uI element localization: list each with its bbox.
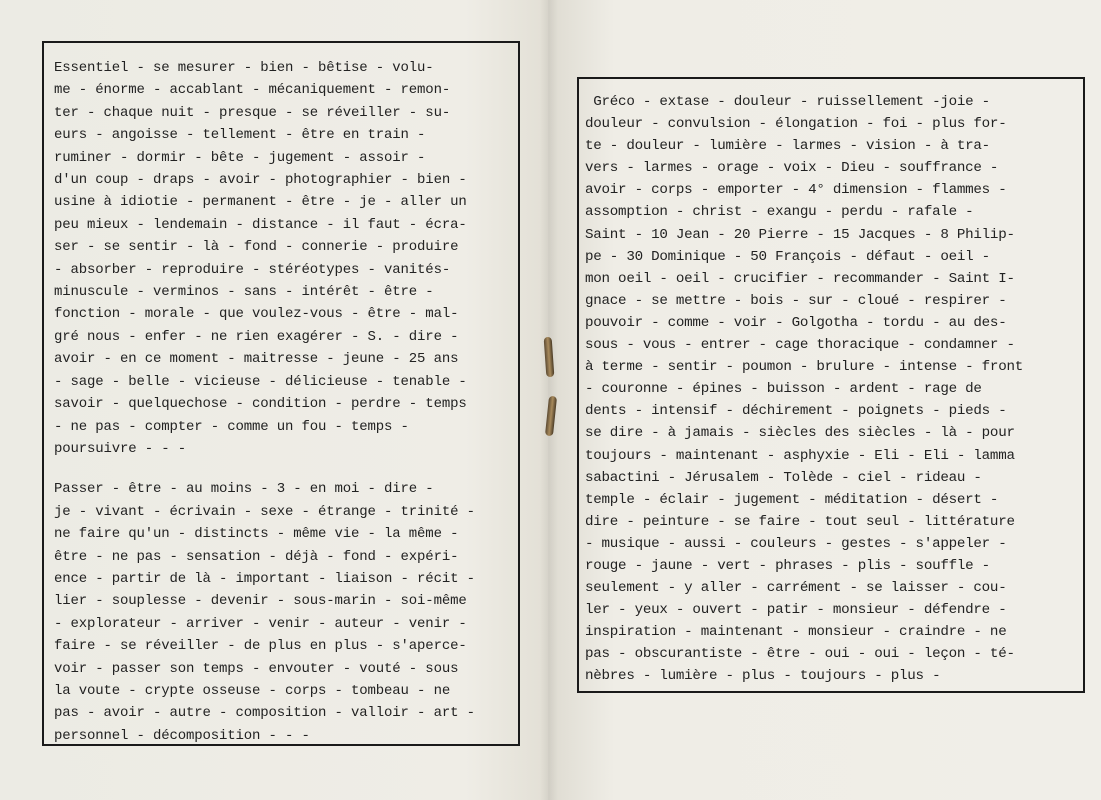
text-line: eurs - angoisse - tellement - être en train - bbox=[54, 127, 426, 144]
text-line: pas - avoir - autre - composition - valloir - art - bbox=[54, 705, 475, 722]
text-line: - explorateur - arriver - venir - auteur - venir - bbox=[54, 615, 467, 632]
text-line: toujours - maintenant - asphyxie - Eli - Eli - lamma bbox=[585, 447, 1015, 464]
text-line: usine à idiotie - permanent - être - je - aller un bbox=[54, 194, 467, 211]
text-line: savoir - quelquechose - condition - perdre - temps bbox=[54, 396, 467, 413]
text-line: Saint - 10 Jean - 20 Pierre - 15 Jacques - 8 Philip- bbox=[585, 226, 1015, 243]
text-line: Essentiel - se mesurer - bien - bêtise - volu- bbox=[54, 60, 434, 76]
text-line: ruminer - dormir - bête - jugement - assoir - bbox=[54, 149, 426, 166]
text-line: sous - vous - entrer - cage thoracique - condamner - bbox=[585, 337, 1015, 354]
text-line: nèbres - lumière - plus - toujours - plus - bbox=[585, 668, 941, 685]
text-line: seulement - y aller - carrément - se laisser - cou- bbox=[585, 580, 1007, 597]
right-text-frame bbox=[577, 77, 1085, 693]
text-line: inspiration - maintenant - monsieur - craindre - ne bbox=[585, 624, 1007, 641]
text-line: personnel - décomposition - - - bbox=[54, 727, 310, 744]
text-line: peu mieux - lendemain - distance - il faut - écra- bbox=[54, 216, 467, 233]
text-line: sabactini - Jérusalem - Tolède - ciel - rideau - bbox=[585, 469, 982, 486]
text-line: mon oeil - oeil - crucifier - recommander - Saint I- bbox=[585, 270, 1015, 287]
text-line: ler - yeux - ouvert - patir - monsieur - défendre - bbox=[585, 602, 1007, 619]
text-line: Passer - être - au moins - 3 - en moi - dire - bbox=[54, 481, 434, 498]
text-line: te - douleur - lumière - larmes - vision - à tra- bbox=[585, 138, 990, 155]
text-line: - ne pas - compter - comme un fou - temps - bbox=[54, 418, 409, 435]
text-line: je - vivant - écrivain - sexe - étrange - trinité - bbox=[54, 503, 475, 520]
text-line: la voute - crypte osseuse - corps - tombeau - ne bbox=[54, 682, 451, 699]
text-line: fonction - morale - que voulez-vous - être - mal- bbox=[54, 306, 459, 323]
text-line: ser - se sentir - là - fond - connerie - produire bbox=[54, 239, 459, 256]
text-line: douleur - convulsion - élongation - foi - plus for- bbox=[585, 116, 1007, 133]
text-line: gré nous - enfer - ne rien exagérer - S. - dire - bbox=[54, 328, 459, 345]
text-line: - sage - belle - vicieuse - délicieuse - tenable - bbox=[54, 373, 467, 390]
text-line: lier - souplesse - devenir - sous-marin - soi-même bbox=[54, 593, 467, 610]
text-line: temple - éclair - jugement - méditation - désert - bbox=[585, 491, 999, 508]
text-line: pe - 30 Dominique - 50 François - défaut - oeil - bbox=[585, 248, 990, 265]
text-line: ence - partir de là - important - liaison - récit - bbox=[54, 570, 475, 587]
text-line: - couronne - épines - buisson - ardent - rage de bbox=[585, 381, 982, 398]
text-line: rouge - jaune - vert - phrases - plis - souffle - bbox=[585, 557, 990, 574]
text-line: pouvoir - comme - voir - Golgotha - tordu - au des- bbox=[585, 314, 1007, 331]
text-line: ter - chaque nuit - presque - se réveiller - su- bbox=[54, 104, 451, 121]
text-line: poursuivre - - - bbox=[54, 440, 187, 457]
text-line: dents - intensif - déchirement - poignets - pieds - bbox=[585, 403, 1007, 420]
text-line: se dire - à jamais - siècles des siècles - là - pour bbox=[585, 425, 1015, 442]
text-line: me - énorme - accablant - mécaniquement - remon- bbox=[54, 82, 451, 99]
text-line: d'un coup - draps - avoir - photographier - bien - bbox=[54, 172, 467, 189]
text-line: voir - passer son temps - envouter - vouté - sous bbox=[54, 660, 459, 677]
text-line: avoir - en ce moment - maitresse - jeune - 25 ans bbox=[54, 351, 459, 368]
text-line: pas - obscurantiste - être - oui - oui - leçon - té- bbox=[585, 646, 1015, 663]
text-line: ne faire qu'un - distincts - même vie - la même - bbox=[54, 526, 459, 543]
left-paragraph-2 bbox=[54, 478, 510, 747]
left-paragraph-1 bbox=[54, 57, 510, 460]
text-line: vers - larmes - orage - voix - Dieu - souffrance - bbox=[585, 160, 999, 177]
text-line: à terme - sentir - poumon - brulure - intense - front bbox=[585, 359, 1023, 376]
text-line: Gréco - extase - douleur - ruissellement -joie - bbox=[585, 94, 990, 110]
text-line: minuscule - verminos - sans - intérêt - être - bbox=[54, 284, 434, 301]
text-line: - absorber - reproduire - stéréotypes - vanités- bbox=[54, 261, 451, 278]
left-text-frame bbox=[42, 41, 520, 746]
text-line: - musique - aussi - couleurs - gestes - s'appeler - bbox=[585, 535, 1007, 552]
right-paragraph-1 bbox=[585, 91, 1077, 688]
text-line: être - ne pas - sensation - déjà - fond - expéri- bbox=[54, 548, 459, 565]
text-line: dire - peinture - se faire - tout seul - littérature bbox=[585, 513, 1015, 530]
text-line: avoir - corps - emporter - 4° dimension - flammes - bbox=[585, 182, 1007, 199]
text-line: faire - se réveiller - de plus en plus - s'aperce- bbox=[54, 638, 467, 655]
text-line: gnace - se mettre - bois - sur - cloué - respirer - bbox=[585, 292, 1007, 309]
text-line: assomption - christ - exangu - perdu - rafale - bbox=[585, 204, 974, 221]
